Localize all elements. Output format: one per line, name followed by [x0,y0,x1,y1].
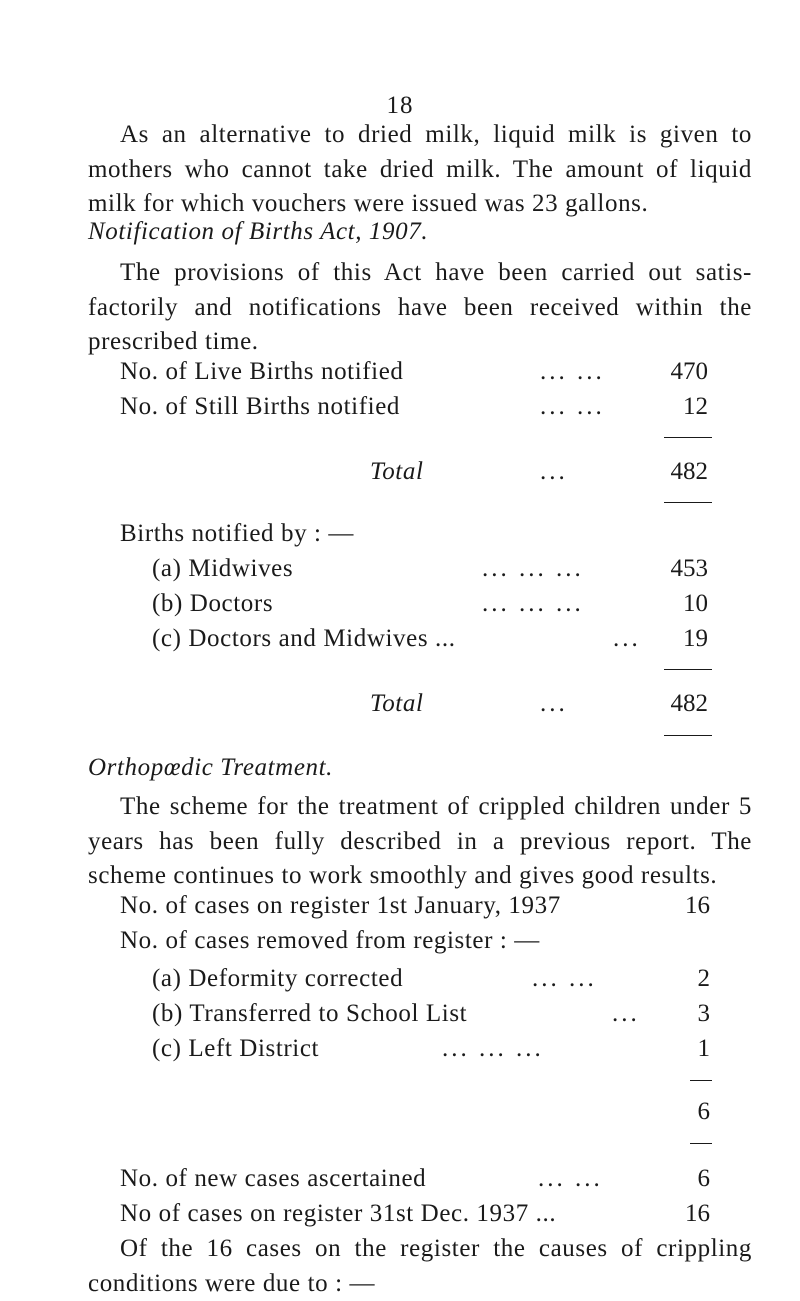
total-value-2: 482 [670,690,708,717]
row-dots: ... ... [540,358,605,385]
notification-paragraph [88,256,752,360]
row-dots: ... ... ... [482,590,584,617]
deformity-row [152,965,597,993]
total-row-1 [370,458,568,486]
notification-heading: Notification of Births Act, 1907. [88,218,429,245]
row-label: No. of Still Births notified [120,393,400,420]
page-number: 18 [386,92,414,119]
new-cases-row [120,1165,603,1193]
row-label: (a) Deformity corrected [152,965,404,992]
total-row-2 [370,690,568,718]
row-label: No. of new cases ascertained [120,1165,427,1192]
total-rule [664,437,712,438]
register-start-row: No. of cases on register 1st January, 1937 [120,892,561,919]
row-dots: ... ... [538,1165,603,1192]
orthopaedic-heading: Orthopœdic Treatment. [88,754,334,781]
total-rule [664,669,712,670]
total-label: Total [370,458,424,485]
new-cases-value: 6 [697,1165,710,1192]
row-label: (a) Midwives [152,555,294,582]
row-dots: ... ... ... [442,1035,544,1062]
midwives-value: 453 [670,555,708,582]
intro-text: As an alternative to dried milk, liquid milk is given to mothers who cannot take dried milk. The amount of liquid milk for which vouchers were issued was 23 gallons. [88,121,752,217]
row-dots: ... [540,690,568,717]
doctors-value: 10 [683,590,708,617]
row-dots: ... ... [532,965,597,992]
row-label: No. of Live Births notified [120,358,404,385]
row-label: (b) Transferred to School List [152,1000,468,1027]
closing-text: Of the 16 cases on the register the causes of crippling conditions were due to : — [88,1235,752,1297]
closing-paragraph [88,1232,752,1301]
doctors-midwives-row [152,625,641,653]
midwives-row [152,555,584,583]
removed-label: No. of cases removed from register : — [120,927,540,954]
left-district-value: 1 [697,1035,710,1062]
subtotal-rule [690,1143,712,1144]
row-label: (c) Left District [152,1035,320,1062]
notified-by-label: Births notified by : — [120,520,355,547]
transferred-value: 3 [697,1000,710,1027]
row-label: (c) Doctors and Midwives ... [152,625,456,652]
row-dots: ... [540,458,568,485]
row-dots: ... ... [540,393,605,420]
register-end-value: 16 [685,1200,710,1227]
total-rule [664,502,712,503]
orthopaedic-paragraph [88,790,752,894]
removed-total-value: 6 [697,1098,710,1125]
intro-paragraph [88,118,752,222]
live-births-row [120,358,605,386]
still-births-value: 12 [683,393,708,420]
row-dots: ... [612,1000,640,1027]
still-births-row [120,393,605,421]
doctors-midwives-value: 19 [683,625,708,652]
total-label: Total [370,690,424,717]
register-end-row: No of cases on register 31st Dec. 1937 ... [120,1200,557,1227]
row-label: (b) Doctors [152,590,274,617]
row-dots: ... ... ... [482,555,584,582]
subtotal-rule [690,1080,712,1081]
left-district-row [152,1035,544,1063]
total-value-1: 482 [670,458,708,485]
doctors-row [152,590,584,618]
transferred-row [152,1000,640,1028]
total-rule [664,735,712,736]
register-start-value: 16 [685,892,710,919]
notification-text: The provisions of this Act have been carried out satis-factorily and notifications have been received within the prescribed time. [88,259,752,355]
live-births-value: 470 [670,358,708,385]
deformity-value: 2 [697,965,710,992]
row-dots: ... [613,625,641,652]
orthopaedic-text: The scheme for the treatment of crippled children under 5 years has been fully described in a previous report. The scheme continues to work smoothly and gives good results. [88,793,752,889]
